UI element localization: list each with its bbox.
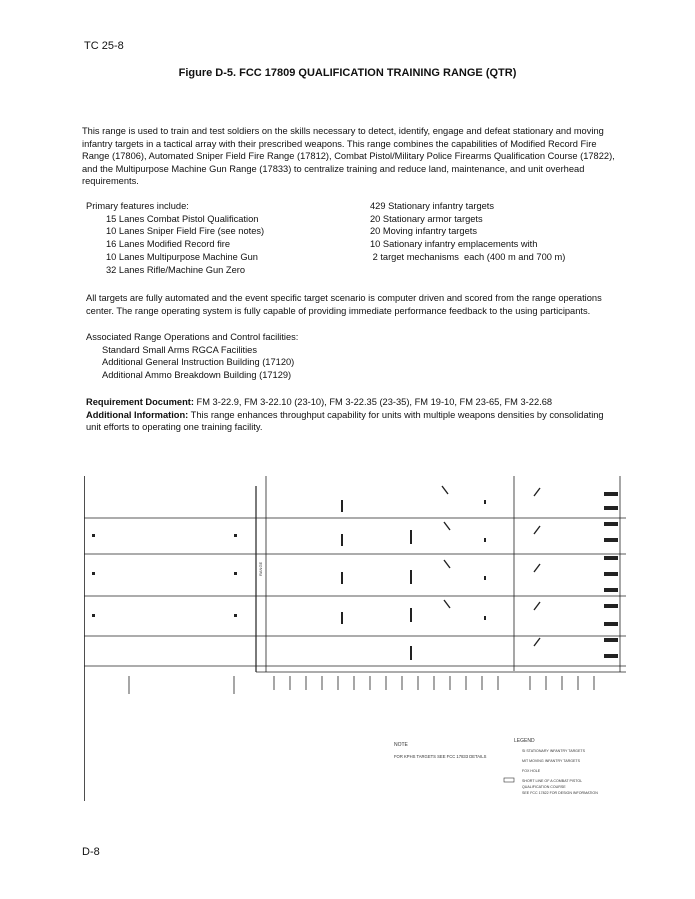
legend-item: FOX HOLE: [522, 769, 541, 773]
range-layout-diagram: [84, 476, 626, 806]
feature-item: 20 Stationary armor targets: [370, 213, 483, 224]
facility-item: Additional General Instruction Building (17120): [102, 357, 295, 368]
document-id: TC 25-8: [84, 40, 124, 52]
range-rail-label: RANGE: [258, 561, 263, 576]
feature-item: 2 target mechanisms each (400 m and 700 m): [370, 251, 566, 262]
additional-info-text: This range enhances throughput capability for units with multiple weapons densities by consolidating unit efforts to operating one training facility.: [86, 409, 604, 433]
requirement-text: FM 3-22.9, FM 3-22.10 (23-10), FM 3-22.35 (23-35), FM 19-10, FM 23-65, FM 3-22.68: [193, 397, 553, 407]
legend-item: MIT MOVING INFANTRY TARGETS: [522, 759, 580, 763]
legend-item: SHORT LINE OF A COMBAT PISTOL: [522, 779, 583, 783]
diagram-note-title: NOTE: [394, 742, 408, 748]
feature-item: 10 Sationary infantry emplacements with: [370, 239, 538, 250]
legend-item: QUALIFICATION COURSE: [522, 785, 566, 789]
features-heading: Primary features include:: [86, 201, 189, 211]
feature-item: 10 Lanes Multipurpose Machine Gun: [106, 251, 258, 262]
additional-info-label: Additional Information:: [86, 409, 189, 420]
legend-title: LEGEND: [514, 738, 535, 744]
feature-item: 429 Stationary infantry targets: [370, 201, 495, 211]
legend-item: SEE FCC 17822 FOR DESIGN INFORMATION: [522, 791, 598, 795]
feature-item: 32 Lanes Rifle/Machine Gun Zero: [106, 264, 246, 275]
legend-item: SI STATIONARY INFANTRY TARGETS: [522, 749, 585, 753]
requirement-label: Requirement Document:: [86, 397, 194, 407]
diagram-note-text: FOR KPHS TARGETS SEE FCC 17833 DETAILS: [394, 754, 487, 759]
feature-item: 20 Moving infantry targets: [370, 226, 477, 237]
requirement-line: [86, 396, 620, 409]
requirements-section: [86, 396, 620, 434]
facility-item: Standard Small Arms RGCA Facilities: [102, 344, 257, 355]
features-left-column: [86, 200, 366, 276]
features-right-column: [370, 200, 630, 264]
facilities-section: [86, 331, 626, 381]
intro-paragraph: This range is used to train and test soldiers on the skills necessary to detect, identify, engage and defeat stationary and moving infantry targets in a tactical array with their prescribed weapons. This range combines the capabilities of Modified Record Fire Range (17806), Automated Sniper Field Fire Range (17812), Combat Pistol/Military Police Firearms Qualification Course (17822), and the Multipurpose Machine Gun Range (17833) to centralize training and reduce land, maintenance, and unit overhead requirements.: [82, 126, 615, 187]
feature-item: 10 Lanes Sniper Field Fire (see notes): [106, 226, 265, 237]
automation-paragraph: All targets are fully automated and the event specific target scenario is computer driven and scored from the range operations center. The range operating system is fully capable of providing immediate performance feedback to the using participants.: [86, 293, 602, 316]
additional-info-line: [86, 409, 620, 434]
figure-title: Figure D-5. FCC 17809 QUALIFICATION TRAINING RANGE (QTR): [178, 67, 517, 79]
feature-item: 15 Lanes Combat Pistol Qualification: [106, 213, 259, 224]
facilities-heading: Associated Range Operations and Control facilities:: [86, 332, 299, 342]
facility-item: Additional Ammo Breakdown Building (17129): [102, 369, 292, 380]
page-number: D-8: [82, 846, 100, 858]
feature-item: 16 Lanes Modified Record fire: [106, 239, 231, 250]
